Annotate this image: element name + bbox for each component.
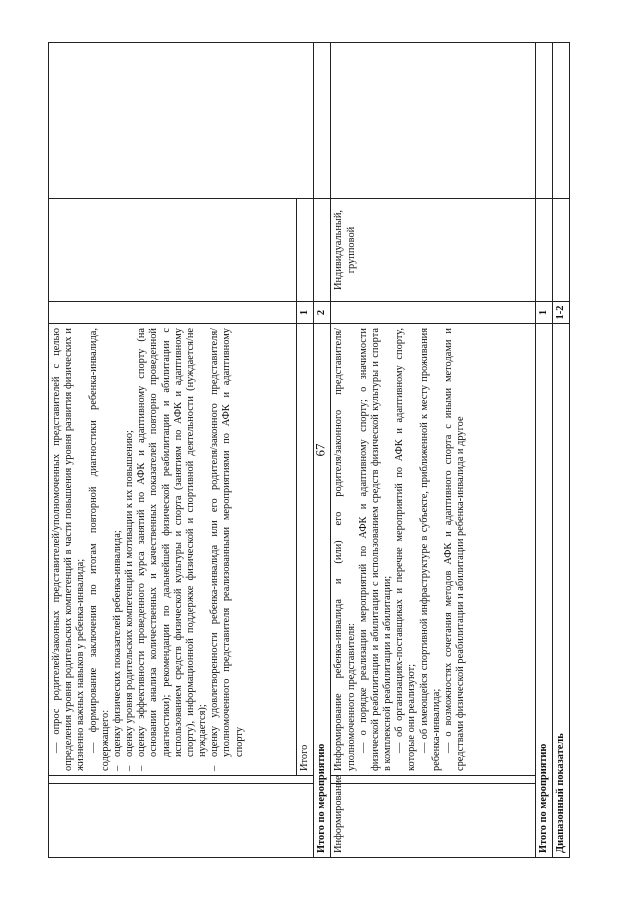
empty-cell [535, 43, 552, 199]
block2-content [331, 324, 535, 776]
table-row [552, 43, 569, 858]
event-name-informing: Информирование [331, 784, 535, 858]
event-total-label: Итого по мероприятию [535, 324, 552, 858]
block2-notes-cell [331, 43, 535, 199]
gap-cell [331, 776, 535, 784]
intro-text: Информирование ребенка-инвалида и (или) его родителя/законного представителя/уполномоченного представителя: [333, 328, 357, 771]
list-item: — формирование заключения по итогам повторной диагностики ребенка-инвалида, содержащего: [87, 328, 111, 771]
event-total-value: 1 [535, 302, 552, 324]
event-total-value: 2 [314, 302, 331, 324]
total-form-cell [297, 199, 314, 302]
table-row [49, 43, 297, 858]
sub-item: – оценку физических показателей ребенка-инвалида; [111, 530, 123, 771]
rotated-table-container [48, 43, 570, 858]
event-total-label: Итого по мероприятию [314, 324, 331, 858]
total-label: Итого [297, 324, 314, 776]
list-item: — о возможностях сочетания методов АФК и адаптивного спорта с иными методами и средствами физической реабилитации и абилитации ребенка-инвалида и другое [442, 328, 467, 771]
sub-item: – оценку удовлетворенности ребенка-инвалида или его родителя/законного представителя/уполномоченного представителя реализованными мероприятиями по АФК и адаптивному спорту [209, 328, 245, 771]
empty-cell [552, 43, 569, 199]
range-value: 1-2 [552, 302, 569, 324]
block1-content [49, 324, 297, 776]
sub-item: – оценку уровня родительских компетенций и мотивации к их повышению; [124, 430, 136, 771]
empty-cell [314, 199, 331, 302]
list-item: — о порядке реализации мероприятий по АФК и адаптивному спорту; о значимости физической реабилитации и абилитации с использованием средств физической культуры и спорта в комплексной реабилитации и абилитации; [357, 328, 394, 771]
block2-form: Индивидуальный, групповой [331, 199, 535, 302]
gap-cell [49, 776, 314, 784]
list-item: — об организациях-поставщиках и перечне мероприятий по АФК и адаптивному спорту, которые они реализуют; [394, 328, 418, 771]
block1-count-cell [49, 302, 297, 324]
empty-cell [535, 199, 552, 302]
range-label: Диапазонный показатель [552, 324, 569, 858]
event-name-cell-empty [49, 784, 314, 858]
table-row [331, 43, 535, 858]
table-row [535, 43, 552, 858]
total-value: 1 [297, 302, 314, 324]
empty-cell [552, 199, 569, 302]
page-number: 67 [312, 443, 328, 457]
table-row [314, 43, 331, 858]
sub-item: – оценку эффективности проведенного курса занятий по АФК и адаптивному спорту (на основании анализа количественных и качественных показателей повторно проведенной диагностики); рекомендации по дальнейшей физической реабилитации и абилитации с использованием средств физической культуры и спорта (занятиям по АФК и адаптивному спорту), информационной поддержке физической и спортивной деятельности (нуждается/не нуждается); [136, 328, 209, 771]
empty-cell [314, 43, 331, 199]
measures-table [48, 42, 570, 858]
block1-form-cell [49, 199, 297, 302]
block1-notes-cell [49, 43, 314, 199]
block2-count-cell [331, 302, 535, 324]
list-item: — опрос родителей/законных представителей/уполномоченных представителей с целью определения уровня родительских компетенций в части повышения уровня развития физических и жизненно важных навыков у ребенка-инвалида; [51, 328, 87, 771]
list-item: — об имеющейся спортивной инфраструктуре в субъекте, приближенной к месту проживания ребенка-инвалида; [418, 328, 442, 771]
